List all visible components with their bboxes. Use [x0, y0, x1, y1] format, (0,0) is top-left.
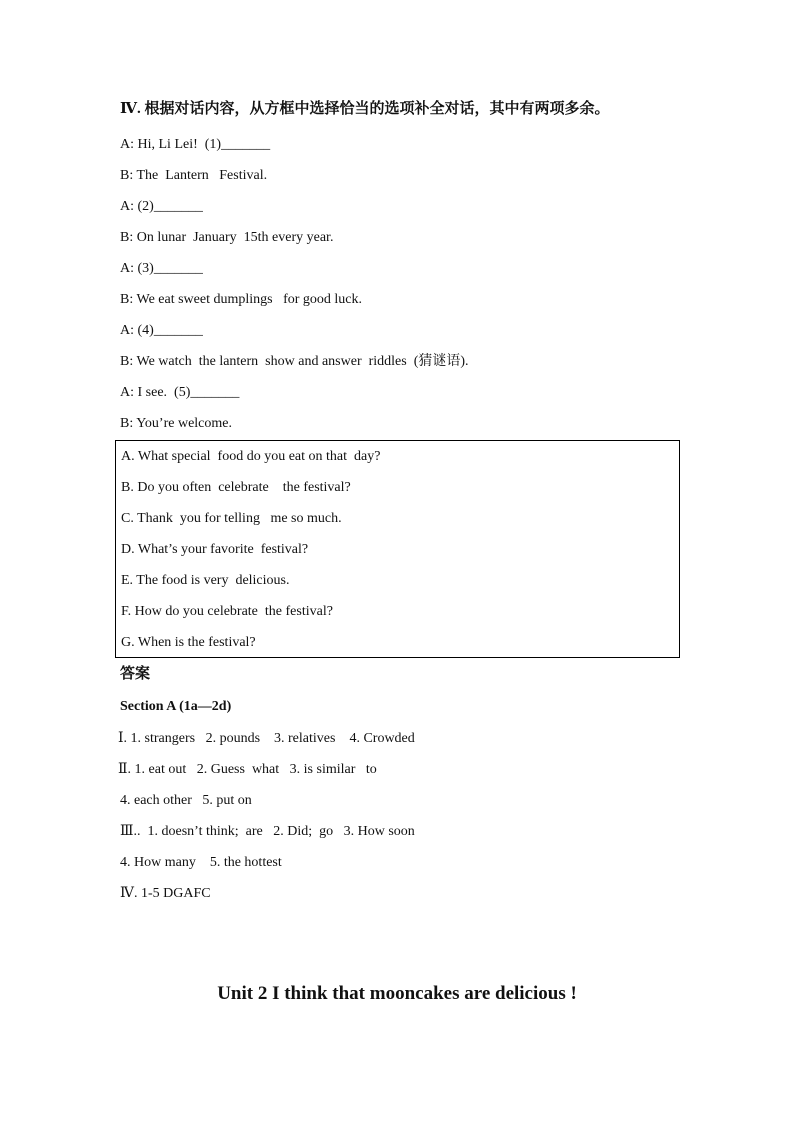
option-e: E. The food is very delicious.	[121, 573, 290, 588]
dialog-line-2: B: The Lantern Festival.	[120, 168, 268, 183]
answer-line-2: Ⅱ. 1. eat out 2. Guess what 3. is similar to	[118, 762, 377, 777]
option-b: B. Do you often celebrate the festival?	[121, 480, 351, 495]
answer-line-1: Ⅰ. 1. strangers 2. pounds 3. relatives 4. Crowded	[118, 731, 415, 746]
dialog-line-9: A: I see. (5)_______	[120, 385, 240, 400]
answers-section-title: Section A (1a—2d)	[120, 699, 232, 714]
dialog-line-7: A: (4)_______	[120, 323, 203, 338]
option-a: A. What special food do you eat on that day?	[121, 449, 381, 464]
option-d: D. What’s your favorite festival?	[121, 542, 309, 557]
dialog-line-6: B: We eat sweet dumplings for good luck.	[120, 292, 363, 307]
dialog-line-8: B: We watch the lantern show and answer riddles (猜谜语).	[120, 354, 469, 369]
dialog-line-1: A: Hi, Li Lei! (1)_______	[120, 137, 271, 152]
answers-heading: 答案	[120, 666, 151, 682]
option-c: C. Thank you for telling me so much.	[121, 511, 342, 526]
option-g: G. When is the festival?	[121, 635, 256, 650]
answer-line-5: 4. How many 5. the hottest	[120, 855, 282, 870]
answer-line-6: Ⅳ. 1-5 DGAFC	[120, 886, 211, 901]
section-4-heading: Ⅳ. 根据对话内容，从方框中选择恰当的选项补全对话，其中有两项多余。	[120, 101, 610, 117]
dialog-line-3: A: (2)_______	[120, 199, 203, 214]
answer-line-3: 4. each other 5. put on	[120, 793, 252, 808]
dialog-line-4: B: On lunar January 15th every year.	[120, 230, 334, 245]
unit-title: Unit 2 I think that mooncakes are delicious !	[217, 983, 577, 1004]
dialog-line-5: A: (3)_______	[120, 261, 203, 276]
dialog-line-10: B: You’re welcome.	[120, 416, 232, 431]
options-box	[115, 440, 680, 658]
option-f: F. How do you celebrate the festival?	[121, 604, 333, 619]
answer-line-4: Ⅲ.. 1. doesn’t think; are 2. Did; go 3. How soon	[120, 824, 415, 839]
